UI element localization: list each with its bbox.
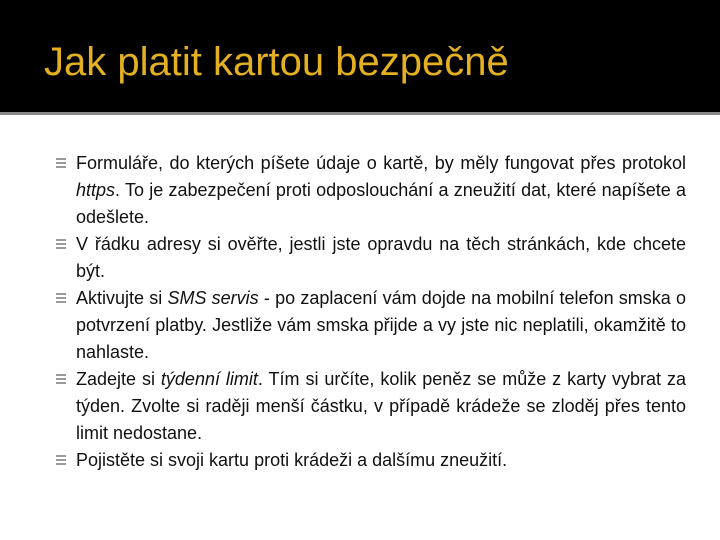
bullet-emphasis: https bbox=[76, 180, 116, 200]
bullet-marker-icon bbox=[56, 374, 66, 384]
bullet-item-insurance bbox=[56, 447, 686, 474]
bullet-item-https bbox=[56, 150, 686, 231]
title-divider bbox=[0, 112, 720, 115]
bullet-text: Pojistěte si svoji kartu proti krádeži a dalšímu zneužití. bbox=[76, 450, 508, 470]
slide-title: Jak platit kartou bezpečně bbox=[44, 40, 509, 84]
bullet-list bbox=[56, 150, 686, 474]
bullet-emphasis: SMS servis bbox=[167, 288, 259, 308]
bullet-text: Formuláře, do kterých píšete údaje o kartě, by měly fungovat přes protokol bbox=[76, 153, 686, 173]
bullet-text: . Tím si určíte, kolik peněz se může z karty vybrat za týden. Zvolte si raději menší částku, v případě krádeže se zloděj přes tento limit nedostane. bbox=[76, 369, 686, 443]
bullet-text: . To je zabezpečení proti odposlouchání a zneužití dat, které napíšete a odešlete. bbox=[76, 180, 686, 227]
bullet-marker-icon bbox=[56, 158, 66, 168]
bullet-marker-icon bbox=[56, 293, 66, 303]
bullet-item-weekly-limit bbox=[56, 366, 686, 447]
bullet-item-address-bar bbox=[56, 231, 686, 285]
bullet-text: - po zaplacení vám dojde na mobilní telefon smska o potvrzení platby. Jestliže vám smska přijde a vy jste nic neplatili, okamžitě to nahlaste. bbox=[76, 288, 687, 362]
bullet-emphasis: týdenní limit bbox=[160, 369, 258, 389]
bullet-item-sms-service bbox=[56, 285, 686, 366]
bullet-text: Zadejte si bbox=[76, 369, 161, 389]
bullet-marker-icon bbox=[56, 455, 66, 465]
bullet-text: Aktivujte si bbox=[76, 288, 168, 308]
bullet-marker-icon bbox=[56, 239, 66, 249]
bullet-text: V řádku adresy si ověřte, jestli jste opravdu na těch stránkách, kde chcete být. bbox=[76, 234, 686, 281]
title-bar bbox=[0, 0, 720, 112]
